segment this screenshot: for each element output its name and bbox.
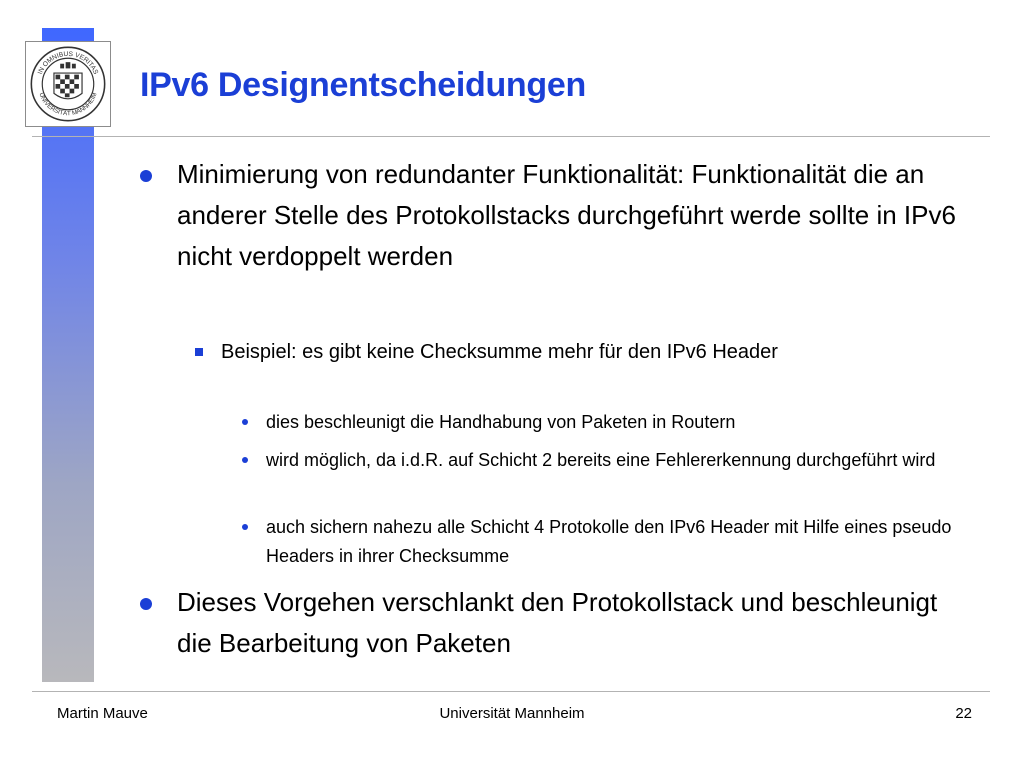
bullet-level3 (266, 446, 986, 475)
bullet-level1 (177, 154, 977, 277)
svg-text:UNIVERSITÄT MANNHEIM: UNIVERSITÄT MANNHEIM (37, 91, 99, 118)
bullet-dot-icon (140, 598, 152, 610)
bullet-text: dies beschleunigt die Handhabung von Paketen in Routern (266, 412, 736, 432)
bullet-level3 (266, 513, 986, 571)
bullet-dot-icon (140, 170, 152, 182)
bullet-text: wird möglich, da i.d.R. auf Schicht 2 bereits eine Fehlererkennung durchgeführt wird (266, 450, 936, 470)
bullet-level1 (177, 582, 977, 664)
footer-author: Martin Mauve (57, 705, 148, 722)
slide-title: IPv6 Designentscheidungen (140, 66, 586, 104)
page-number: 22 (955, 705, 972, 722)
bullet-text: auch sichern nahezu alle Schicht 4 Protokolle den IPv6 Header mit Hilfe eines pseudo Headers in ihrer Checksumme (266, 517, 952, 566)
bullet-dot-icon (242, 457, 248, 463)
bullet-dot-icon (242, 419, 248, 425)
bullet-text: Dieses Vorgehen verschlankt den Protokollstack und beschleunigt die Bearbeitung von Paketen (177, 587, 938, 658)
bullet-text: Minimierung von redundanter Funktionalität: Funktionalität die an anderer Stelle des Protokollstacks durchgeführt werde sollte in IPv6 nicht verdoppelt werden (177, 159, 956, 271)
bullet-level3 (266, 408, 986, 437)
bullet-text: Beispiel: es gibt keine Checksumme mehr für den IPv6 Header (221, 341, 778, 363)
bullet-level2 (221, 336, 951, 368)
bullet-square-icon (195, 348, 203, 356)
footer-divider (32, 691, 990, 692)
bullet-dot-icon (242, 524, 248, 530)
svg-text:IN OMNIBUS VERITAS: IN OMNIBUS VERITAS (36, 50, 100, 76)
footer-institution: Universität Mannheim (439, 705, 585, 722)
